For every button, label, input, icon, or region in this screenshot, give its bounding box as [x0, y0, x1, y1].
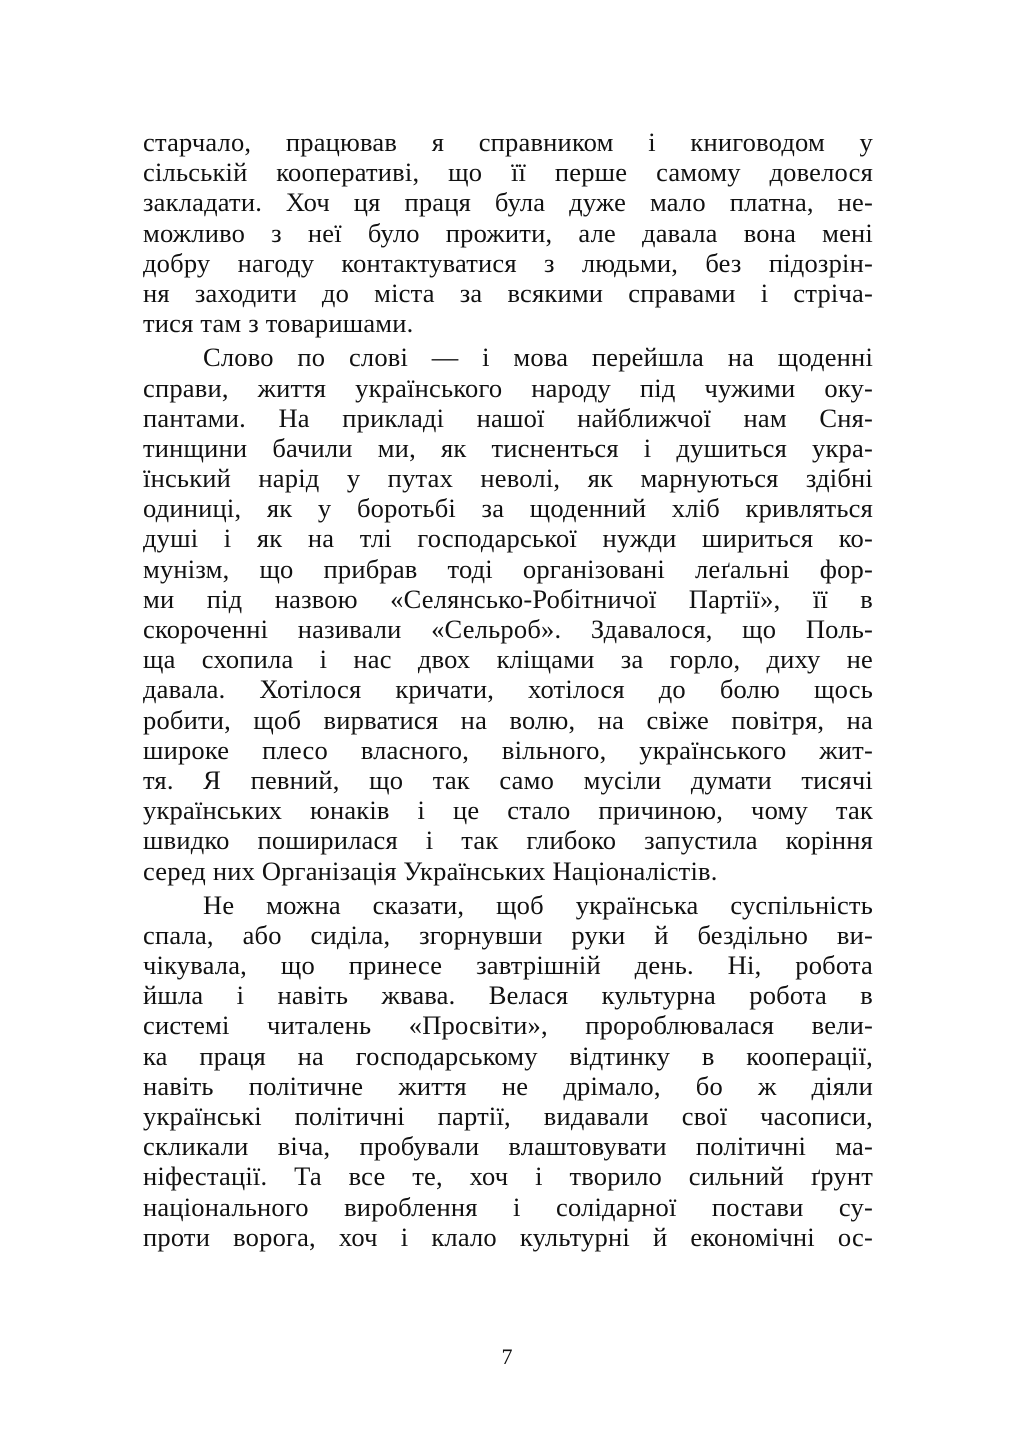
text-line: одиниці, як у боротьбі за щоденний хліб кривляться [143, 493, 873, 524]
body-text [143, 127, 873, 1252]
text-line: ща схопила і нас двох кліщами за горло, диху не [143, 644, 873, 675]
page-number: 7 [501, 1344, 513, 1369]
text-line: тинщини бачили ми, як тисненться і душиться укра- [143, 432, 873, 463]
text-line: Слово по слові — і мова перейшла на щоденні [203, 342, 873, 373]
text-line: навіть політичне життя не дрімало, бо ж діяли [143, 1070, 873, 1101]
text-line: скликали віча, пробували влаштовувати політичні ма- [143, 1131, 873, 1162]
text-line: пантами. На прикладі нашої найближчої нам Сня- [143, 402, 873, 433]
text-line: сільській кооперативі, що її перше самому довелося [143, 157, 873, 188]
text-line: ми під назвою «Селянсько-Робітничої Партії», її в [143, 583, 873, 614]
text-line: Не можна сказати, щоб українська суспільність [203, 889, 873, 920]
text-line: українські політичні партії, видавали свої часописи, [143, 1101, 873, 1131]
text-line: ка праця на господарському відтинку в кооперації, [143, 1040, 873, 1071]
text-line: швидко поширилася і так глибоко запустила коріння [143, 825, 873, 856]
paragraph-3 [143, 890, 873, 1252]
text-line: українських юнаків і це стало причиною, чому так [143, 795, 873, 826]
text-line: скороченні називали «Сельроб». Здавалося, що Поль- [143, 614, 873, 644]
text-line: йшла і навіть жвава. Велася культурна робота в [143, 980, 873, 1011]
text-line: широке плесо власного, вільного, українського жит- [143, 734, 873, 765]
paragraph-1 [143, 127, 873, 338]
text-line: ня заходити до міста за всякими справами і стріча- [143, 277, 873, 308]
text-line: спала, або сиділа, згорнувши руки й бездільно ви- [143, 919, 873, 950]
text-line: їнський нарід у путах неволі, як марнуються здібні [143, 463, 873, 494]
text-line: робити, щоб вирватися на волю, на свіже повітря, на [143, 704, 873, 735]
text-line: системі читалень «Просвіти», пророблювалася вели- [143, 1010, 873, 1041]
text-line: добру нагоду контактуватися з людьми, без підозрін- [143, 247, 873, 278]
text-line: душі і як на тлі господарської нужди шириться ко- [143, 523, 873, 554]
text-line: серед них Організація Українських Націоналістів. [143, 855, 718, 886]
text-line: чікувала, що принесе завтрішній день. Ні, робота [143, 950, 873, 981]
text-line: національного вироблення і солідарної постави су- [143, 1191, 873, 1222]
text-line: мунізм, що прибрав тоді організовані леґальні фор- [143, 553, 873, 584]
text-line: справи, життя українського народу під чужими оку- [143, 372, 873, 403]
text-line: закладати. Хоч ця праця була дуже мало платна, не- [143, 187, 873, 218]
text-line: можливо з неї було прожити, але давала вона мені [143, 217, 873, 248]
text-line: проти ворога, хоч і клало культурні й економічні ос- [143, 1221, 873, 1252]
text-line: старчало, працював я справником і книговодом у [143, 127, 873, 157]
paragraph-2 [143, 342, 873, 885]
text-line: тя. Я певний, що так само мусіли думати тисячі [143, 764, 873, 795]
text-line: тися там з товаришами. [143, 308, 414, 339]
text-line: ніфестації. Та все те, хоч і творило сильний ґрунт [143, 1161, 873, 1192]
text-line: давала. Хотілося кричати, хотілося до болю щось [143, 674, 873, 705]
